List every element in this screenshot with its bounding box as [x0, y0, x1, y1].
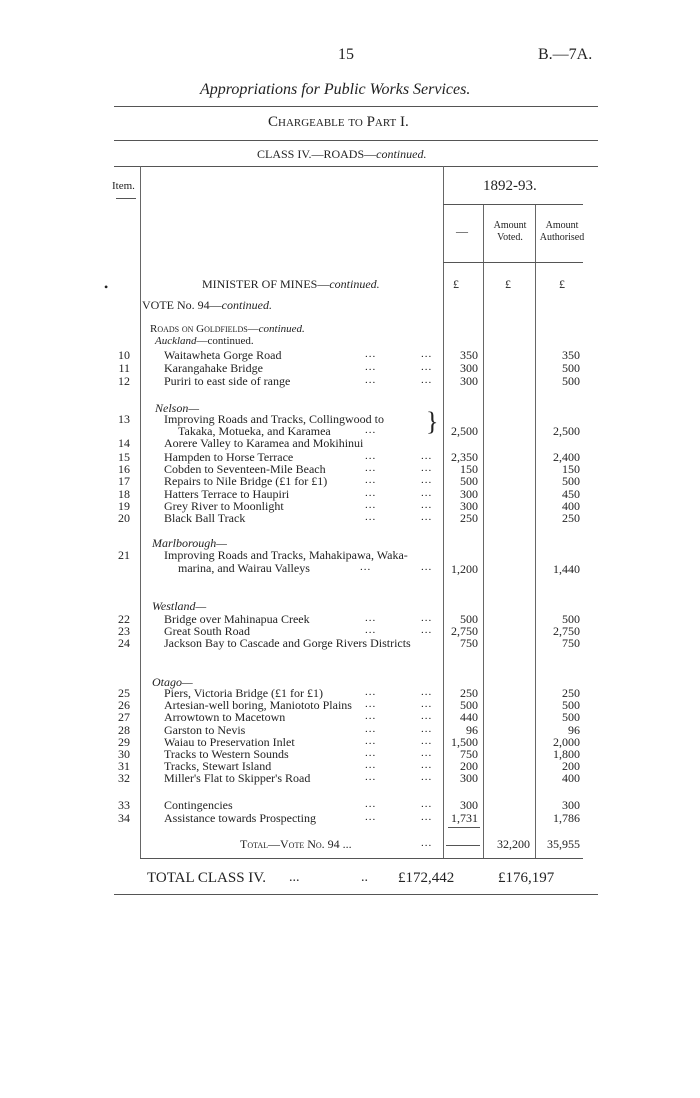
leader-dots: ...: [365, 722, 377, 735]
leader-dots: ...: [421, 734, 433, 747]
amount-1892: 500: [460, 612, 478, 626]
rule-table-top: [114, 166, 598, 167]
item-description: Waitawheta Gorge Road: [164, 348, 282, 362]
leader-dots: ...: [421, 710, 433, 723]
leader-dots: ...: [365, 698, 377, 711]
item-description: Hampden to Horse Terrace: [164, 450, 294, 464]
item-number: 31: [118, 759, 130, 774]
item-description: Hatters Terrace to Haupiri: [164, 486, 290, 501]
rule-head-bottom: [443, 262, 583, 263]
amount-authorised: 400: [562, 498, 580, 513]
item-number: 30: [118, 747, 130, 761]
nelson-heading: Nelson—: [155, 401, 200, 415]
item-number: 20: [118, 511, 130, 525]
amount-1892: 300: [460, 798, 478, 812]
amount-1892: 96: [466, 722, 478, 737]
amount-1892: 300: [460, 498, 478, 513]
leader-dots: ...: [421, 811, 433, 823]
item-description: Repairs to Nile Bridge (£1 for £1): [164, 474, 328, 489]
amount-1892: 250: [460, 511, 478, 525]
amount-authorised: 500: [562, 474, 580, 489]
leader-dots: ...: [365, 348, 377, 360]
item-description: Arrowtown to Macetown: [164, 710, 286, 725]
auckland-heading: Auckland—continued.: [155, 335, 254, 347]
item-description: Garston to Nevis: [164, 722, 246, 737]
amount-authorised: 2,500: [553, 424, 580, 438]
item-description: Takaka, Motueka, and Karamea: [178, 424, 331, 438]
rule-table-bottom: [140, 858, 583, 859]
leader-dots: ...: [421, 612, 433, 624]
leader-dots: ...: [421, 511, 433, 523]
item-number: 17: [118, 474, 130, 489]
page-number: 15: [338, 46, 354, 63]
leader-dots: ...: [365, 747, 377, 759]
item-underline: [116, 198, 136, 199]
amount-1892: 200: [460, 759, 478, 774]
total-class-1892: £172,442: [398, 870, 455, 886]
rule-top: [114, 106, 598, 107]
pound-sign-1: £: [453, 277, 459, 291]
amount-authorised: 1,786: [553, 811, 580, 825]
item-number: 34: [118, 811, 130, 825]
leader-dots: ...: [365, 498, 377, 511]
item-description: Improving Roads and Tracks, Collingwood to: [164, 412, 385, 426]
amount-1892: 500: [460, 698, 478, 713]
amount-1892: 1,731: [451, 811, 478, 825]
item-number: 33: [118, 798, 130, 812]
leader-dots: ...: [365, 734, 377, 747]
leader-dots: ...: [421, 771, 433, 784]
brace: }: [426, 407, 439, 436]
leader-dots: ...: [421, 722, 433, 735]
rule-chargeable: [114, 140, 598, 141]
amount-1892: 750: [460, 747, 478, 761]
item-number: 22: [118, 612, 130, 626]
leader-dots: ...: [365, 624, 377, 636]
leader-dots: ...: [365, 361, 377, 373]
leader-dots: ...: [421, 624, 433, 636]
amount-authorised: 500: [562, 698, 580, 713]
amount-authorised: 150: [562, 462, 580, 477]
item-number: 11: [118, 361, 130, 375]
pound-sign-2: £: [505, 277, 511, 291]
leader-dots: ...: [421, 450, 433, 462]
leader-dots: ...: [360, 561, 372, 573]
amount-1892: 440: [460, 710, 478, 725]
amount-1892: 1,500: [451, 734, 478, 749]
item-number: 19: [118, 498, 130, 513]
leader-dots: ...: [365, 511, 377, 523]
item-number: 15: [118, 450, 130, 464]
item-number: 14: [118, 436, 130, 450]
leader-dots: ...: [365, 686, 377, 698]
leader-dots: ...: [365, 450, 377, 462]
amount-authorised: 500: [562, 361, 580, 375]
item-description: Artesian-well boring, Maniototo Plains: [164, 698, 352, 713]
leader-dots: ...: [365, 374, 377, 386]
amount-authorised: 200: [562, 759, 580, 774]
leader-dots: ...: [421, 474, 433, 487]
item-description: Piers, Victoria Bridge (£1 for £1): [164, 686, 324, 700]
amount-authorised: 500: [562, 374, 580, 388]
leader-dots: ...: [365, 612, 377, 624]
document-reference: B.—7A.: [538, 46, 593, 63]
leader-dots: ...: [421, 698, 433, 711]
minister-heading: MINISTER OF MINES—continued.: [202, 277, 380, 291]
column-header-dash: —: [456, 224, 468, 238]
amount-authorised: 1,800: [553, 747, 580, 761]
page-title: Appropriations for Public Works Services.: [200, 81, 471, 98]
amount-authorised: 250: [562, 511, 580, 525]
pound-sign-3: £: [559, 277, 565, 291]
leader-dots: ...: [421, 798, 433, 810]
leader-dots: ...: [421, 686, 433, 698]
item-description: Miller's Flat to Skipper's Road: [164, 771, 311, 786]
amount-1892: 2,500: [451, 424, 478, 438]
amount-1892: 250: [460, 686, 478, 700]
leader-dots: ...: [421, 837, 433, 849]
amount-authorised: 2,750: [553, 624, 580, 638]
leader-dots: ...: [365, 798, 377, 810]
leader-dots: ...: [365, 771, 377, 784]
item-number: 21: [118, 548, 130, 562]
leader-dots: ...: [365, 811, 377, 823]
item-number: 12: [118, 374, 130, 388]
item-number: 24: [118, 636, 130, 650]
leader-dots: ...: [365, 759, 377, 772]
column-header-authorised: Amount Authorised: [539, 220, 585, 243]
rule-final: [114, 894, 598, 895]
chargeable-heading: Chargeable to Part I.: [268, 114, 409, 130]
column-header-item: Item.: [112, 180, 135, 192]
item-number: 18: [118, 486, 130, 501]
item-description: Waiau to Preservation Inlet: [164, 734, 295, 749]
amount-authorised: 1,440: [553, 562, 580, 576]
amount-authorised: 450: [562, 486, 580, 501]
leader-dots: ...: [365, 486, 377, 499]
amount-1892: 1,200: [451, 562, 478, 576]
amount-1892: 300: [460, 361, 478, 375]
item-number: 13: [118, 412, 130, 426]
amount-authorised: 250: [562, 686, 580, 700]
leader-dots: ...: [421, 498, 433, 511]
leader-dots: ...: [421, 361, 433, 373]
amount-authorised: 750: [562, 636, 580, 650]
total-vote-voted: 32,200: [497, 837, 530, 851]
amount-1892: 750: [460, 636, 478, 650]
item-description: Aorere Valley to Karamea and Mokihinui: [164, 436, 364, 450]
leader-dots: ...: [365, 424, 377, 436]
total-class-authorised: £176,197: [498, 870, 555, 886]
leader-dots: ...: [421, 561, 433, 573]
item-number: 26: [118, 698, 130, 713]
amount-1892: 500: [460, 474, 478, 489]
item-description: marina, and Wairau Valleys: [178, 561, 310, 575]
item-description: Grey River to Moonlight: [164, 498, 284, 513]
leader-dots: ...: [365, 710, 377, 723]
item-description: Black Ball Track: [164, 511, 246, 525]
leader-dots: ...: [365, 474, 377, 487]
leader-dots: ...: [421, 348, 433, 360]
item-description: Tracks, Stewart Island: [164, 759, 272, 774]
item-number: 16: [118, 462, 130, 477]
item-number: 29: [118, 734, 130, 749]
rule-year: [443, 204, 583, 205]
column-line-item: [140, 166, 141, 858]
item-description: Karangahake Bridge: [164, 361, 263, 375]
item-description: Puriri to east side of range: [164, 374, 291, 388]
leader-dots: ...: [421, 759, 433, 772]
total-class-label: TOTAL CLASS IV.: [147, 870, 266, 886]
leader-dots: ...: [421, 462, 433, 475]
amount-authorised: 300: [562, 798, 580, 812]
marlborough-heading: Marlborough—: [152, 536, 227, 550]
otago-heading: Otago—: [152, 675, 193, 689]
item-number: 32: [118, 771, 130, 786]
total-vote-authorised: 35,955: [547, 837, 580, 851]
amount-authorised: 2,000: [553, 734, 580, 749]
amount-authorised: 400: [562, 771, 580, 786]
amount-authorised: 96: [568, 722, 580, 737]
item-number: 23: [118, 624, 130, 638]
column-header-year: 1892-93.: [483, 178, 537, 194]
total-vote-label: Total—Vote No. 94 ...: [240, 837, 352, 851]
rule-total-dash: [448, 827, 480, 828]
amount-1892: 2,350: [451, 450, 478, 464]
leader-dots: ...: [421, 747, 433, 759]
leader-dots: ...: [289, 870, 300, 885]
amount-authorised: 350: [562, 348, 580, 362]
westland-heading: Westland—: [152, 599, 207, 613]
column-header-voted: Amount Voted.: [493, 220, 527, 243]
rule-total-a: [446, 845, 480, 846]
item-description: Cobden to Seventeen-Mile Beach: [164, 462, 326, 477]
class-heading: CLASS IV.—ROADS—continued.: [257, 147, 427, 161]
amount-1892: 2,750: [451, 624, 478, 638]
item-description: Great South Road: [164, 624, 250, 638]
margin-bullet: •: [104, 280, 109, 294]
amount-1892: 300: [460, 771, 478, 786]
amount-authorised: 2,400: [553, 450, 580, 464]
amount-1892: 350: [460, 348, 478, 362]
vote-heading: VOTE No. 94—continued.: [142, 298, 272, 312]
item-description: Assistance towards Prospecting: [164, 811, 316, 825]
item-number: 27: [118, 710, 130, 725]
item-number: 28: [118, 722, 130, 737]
leader-dots: ...: [365, 462, 377, 475]
amount-authorised: 500: [562, 612, 580, 626]
item-number: 25: [118, 686, 130, 700]
leader-dots: ..: [361, 870, 368, 885]
roads-heading: Roads on Goldfields—continued.: [150, 323, 305, 335]
item-description: Tracks to Western Sounds: [164, 747, 289, 761]
item-description: Jackson Bay to Cascade and Gorge Rivers Districts: [164, 636, 411, 650]
amount-authorised: 500: [562, 710, 580, 725]
item-number: 10: [118, 348, 130, 362]
leader-dots: ...: [421, 486, 433, 499]
item-description: Contingencies: [164, 798, 233, 812]
item-description: Bridge over Mahinapua Creek: [164, 612, 310, 626]
amount-1892: 300: [460, 486, 478, 501]
amount-1892: 150: [460, 462, 478, 477]
column-line-a: [483, 204, 484, 858]
leader-dots: ...: [421, 374, 433, 386]
item-description: Improving Roads and Tracks, Mahakipawa, Waka-: [164, 548, 408, 562]
amount-1892: 300: [460, 374, 478, 388]
